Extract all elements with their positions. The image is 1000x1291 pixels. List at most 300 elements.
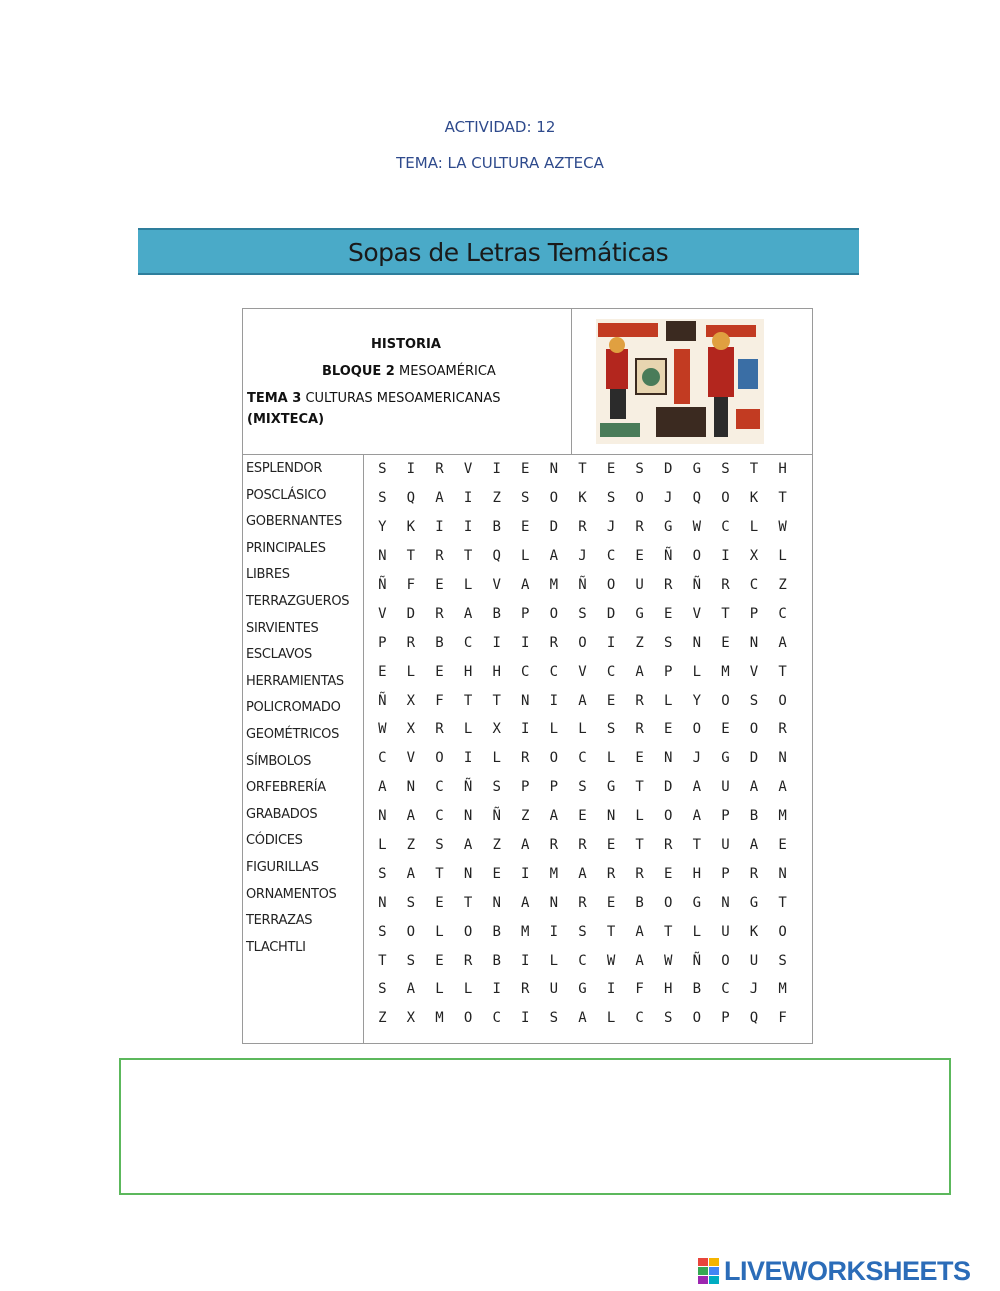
grid-cell[interactable]: N xyxy=(378,808,387,825)
grid-cell[interactable]: E xyxy=(664,721,673,738)
grid-cell[interactable]: P xyxy=(549,779,559,796)
grid-cell[interactable]: C xyxy=(492,1010,501,1027)
grid-cell[interactable]: X xyxy=(492,721,501,738)
grid-cell[interactable]: D xyxy=(664,461,673,478)
grid-cell[interactable]: I xyxy=(521,1010,530,1027)
grid-cell[interactable]: N xyxy=(692,634,702,651)
grid-cell[interactable]: W xyxy=(692,519,702,536)
grid-cell[interactable]: A xyxy=(463,605,473,622)
grid-cell[interactable]: S xyxy=(606,721,616,738)
grid-cell[interactable]: R xyxy=(435,461,444,478)
grid-cell[interactable]: A xyxy=(635,923,644,940)
grid-cell[interactable]: J xyxy=(749,981,759,998)
grid-cell[interactable]: C xyxy=(606,548,616,565)
grid-cell[interactable]: T xyxy=(749,461,759,478)
grid-cell[interactable]: L xyxy=(378,837,387,854)
grid-cell[interactable]: N xyxy=(664,750,673,767)
grid-cell[interactable]: C xyxy=(463,634,473,651)
grid-cell[interactable]: E xyxy=(635,548,644,565)
grid-cell[interactable]: C xyxy=(549,663,559,680)
grid-cell[interactable]: K xyxy=(749,490,759,507)
grid-cell[interactable]: O xyxy=(749,721,759,738)
grid-cell[interactable]: E xyxy=(521,461,530,478)
grid-cell[interactable]: S xyxy=(406,894,416,911)
grid-cell[interactable]: U xyxy=(721,779,730,796)
grid-cell[interactable]: M xyxy=(778,981,787,998)
grid-cell[interactable]: E xyxy=(721,721,730,738)
grid-cell[interactable]: A xyxy=(778,779,787,796)
grid-cell[interactable]: T xyxy=(606,923,616,940)
grid-cell[interactable]: O xyxy=(692,548,702,565)
grid-cell[interactable]: G xyxy=(664,519,673,536)
grid-cell[interactable]: T xyxy=(463,692,473,709)
grid-cell[interactable]: M xyxy=(521,923,530,940)
grid-cell[interactable]: U xyxy=(635,577,644,593)
grid-cell[interactable]: G xyxy=(721,750,730,767)
grid-cell[interactable]: E xyxy=(435,577,444,593)
grid-cell[interactable]: T xyxy=(778,490,787,507)
grid-cell[interactable]: E xyxy=(521,519,530,536)
grid-cell[interactable]: W xyxy=(664,952,673,969)
grid-cell[interactable]: N xyxy=(463,808,473,825)
grid-cell[interactable]: Z xyxy=(406,837,416,854)
grid-cell[interactable]: L xyxy=(578,721,587,738)
grid-cell[interactable]: E xyxy=(635,750,644,767)
grid-cell[interactable]: P xyxy=(721,1010,730,1027)
grid-cell[interactable]: R xyxy=(463,952,473,969)
grid-cell[interactable]: Ñ xyxy=(664,548,673,565)
grid-cell[interactable]: M xyxy=(778,808,787,825)
grid-cell[interactable]: S xyxy=(606,490,616,507)
grid-cell[interactable]: A xyxy=(463,837,473,854)
grid-cell[interactable]: R xyxy=(435,548,444,565)
grid-cell[interactable]: T xyxy=(778,663,787,680)
grid-cell[interactable]: R xyxy=(635,865,644,882)
grid-cell[interactable]: H xyxy=(692,865,702,882)
grid-cell[interactable]: S xyxy=(721,461,730,478)
grid-cell[interactable]: S xyxy=(378,923,387,940)
grid-cell[interactable]: B xyxy=(492,519,501,536)
grid-cell[interactable]: V xyxy=(378,605,387,622)
grid-cell[interactable]: I xyxy=(521,952,530,969)
grid-cell[interactable]: A xyxy=(692,808,702,825)
grid-cell[interactable]: T xyxy=(778,894,787,911)
grid-cell[interactable]: T xyxy=(463,894,473,911)
grid-cell[interactable]: T xyxy=(406,548,416,565)
grid-cell[interactable]: A xyxy=(521,837,530,854)
grid-cell[interactable]: E xyxy=(435,952,444,969)
grid-cell[interactable]: I xyxy=(463,750,473,767)
grid-cell[interactable]: B xyxy=(749,808,759,825)
grid-cell[interactable]: L xyxy=(492,750,501,767)
grid-cell[interactable]: K xyxy=(578,490,587,507)
grid-cell[interactable]: A xyxy=(406,981,416,998)
grid-cell[interactable]: S xyxy=(435,837,444,854)
grid-cell[interactable]: A xyxy=(378,779,387,796)
grid-cell[interactable]: F xyxy=(406,577,416,593)
grid-cell[interactable]: T xyxy=(721,605,730,622)
grid-cell[interactable]: U xyxy=(549,981,559,998)
grid-cell[interactable]: C xyxy=(435,779,444,796)
grid-cell[interactable]: O xyxy=(721,692,730,709)
grid-cell[interactable]: T xyxy=(492,692,501,709)
grid-cell[interactable]: I xyxy=(521,865,530,882)
grid-cell[interactable]: R xyxy=(635,692,644,709)
grid-cell[interactable]: P xyxy=(721,865,730,882)
grid-cell[interactable]: V xyxy=(749,663,759,680)
grid-cell[interactable]: S xyxy=(578,779,587,796)
grid-cell[interactable]: I xyxy=(463,519,473,536)
grid-cell[interactable]: B xyxy=(635,894,644,911)
grid-cell[interactable]: T xyxy=(635,779,644,796)
grid-cell[interactable]: R xyxy=(778,721,787,738)
grid-cell[interactable]: E xyxy=(606,894,616,911)
grid-cell[interactable]: N xyxy=(378,894,387,911)
grid-cell[interactable]: N xyxy=(549,894,559,911)
grid-cell[interactable]: S xyxy=(578,605,587,622)
grid-cell[interactable]: N xyxy=(521,692,530,709)
grid-cell[interactable]: S xyxy=(378,461,387,478)
grid-cell[interactable]: E xyxy=(721,634,730,651)
grid-cell[interactable]: Z xyxy=(635,634,644,651)
grid-cell[interactable]: S xyxy=(635,461,644,478)
grid-cell[interactable]: A xyxy=(521,894,530,911)
grid-cell[interactable]: I xyxy=(406,461,416,478)
grid-cell[interactable]: B xyxy=(692,981,702,998)
grid-cell[interactable]: G xyxy=(578,981,587,998)
grid-cell[interactable]: K xyxy=(406,519,416,536)
grid-cell[interactable]: Ñ xyxy=(463,779,473,796)
grid-cell[interactable]: O xyxy=(435,750,444,767)
grid-cell[interactable]: A xyxy=(635,952,644,969)
grid-cell[interactable]: A xyxy=(521,577,530,593)
grid-cell[interactable]: X xyxy=(406,721,416,738)
grid-cell[interactable]: L xyxy=(692,923,702,940)
grid-cell[interactable]: A xyxy=(578,865,587,882)
grid-cell[interactable]: X xyxy=(406,1010,416,1027)
answer-box[interactable] xyxy=(119,1058,951,1195)
grid-cell[interactable]: T xyxy=(378,952,387,969)
grid-cell[interactable]: I xyxy=(492,461,501,478)
grid-cell[interactable]: O xyxy=(778,692,787,709)
grid-cell[interactable]: C xyxy=(378,750,387,767)
grid-cell[interactable]: I xyxy=(606,981,616,998)
grid-cell[interactable]: L xyxy=(463,577,473,593)
grid-cell[interactable]: R xyxy=(435,721,444,738)
grid-cell[interactable]: R xyxy=(549,837,559,854)
grid-cell[interactable]: E xyxy=(778,837,787,854)
grid-cell[interactable]: L xyxy=(606,750,616,767)
grid-cell[interactable]: O xyxy=(692,1010,702,1027)
grid-cell[interactable]: R xyxy=(549,634,559,651)
grid-cell[interactable]: C xyxy=(721,519,730,536)
grid-cell[interactable]: P xyxy=(521,605,530,622)
grid-cell[interactable]: C xyxy=(521,663,530,680)
grid-cell[interactable]: G xyxy=(635,605,644,622)
grid-cell[interactable]: G xyxy=(692,894,702,911)
grid-cell[interactable]: O xyxy=(664,894,673,911)
grid-cell[interactable]: N xyxy=(492,894,501,911)
grid-cell[interactable]: P xyxy=(721,808,730,825)
grid-cell[interactable]: N xyxy=(749,634,759,651)
grid-cell[interactable]: L xyxy=(463,981,473,998)
grid-cell[interactable]: O xyxy=(406,923,416,940)
grid-cell[interactable]: D xyxy=(749,750,759,767)
grid-cell[interactable]: S xyxy=(521,490,530,507)
grid-cell[interactable]: P xyxy=(664,663,673,680)
grid-cell[interactable]: Z xyxy=(492,490,501,507)
grid-cell[interactable]: Ñ xyxy=(378,692,387,709)
grid-cell[interactable]: O xyxy=(578,634,587,651)
grid-cell[interactable]: Ñ xyxy=(578,577,587,593)
grid-cell[interactable]: L xyxy=(606,1010,616,1027)
grid-cell[interactable]: W xyxy=(378,721,387,738)
grid-cell[interactable]: H xyxy=(463,663,473,680)
grid-cell[interactable]: O xyxy=(463,923,473,940)
grid-cell[interactable]: G xyxy=(606,779,616,796)
grid-cell[interactable]: F xyxy=(635,981,644,998)
grid-cell[interactable]: H xyxy=(778,461,787,478)
grid-cell[interactable]: X xyxy=(406,692,416,709)
grid-cell[interactable]: E xyxy=(606,461,616,478)
grid-cell[interactable]: F xyxy=(778,1010,787,1027)
grid-cell[interactable]: E xyxy=(664,865,673,882)
grid-cell[interactable]: P xyxy=(378,634,387,651)
grid-cell[interactable]: Q xyxy=(492,548,501,565)
grid-cell[interactable]: F xyxy=(435,692,444,709)
grid-cell[interactable]: S xyxy=(492,779,501,796)
grid-cell[interactable]: R xyxy=(721,577,730,593)
grid-cell[interactable]: T xyxy=(692,837,702,854)
grid-cell[interactable]: B xyxy=(492,952,501,969)
grid-cell[interactable]: V xyxy=(692,605,702,622)
grid-cell[interactable]: V xyxy=(463,461,473,478)
grid-cell[interactable]: M xyxy=(549,865,559,882)
grid-cell[interactable]: T xyxy=(578,461,587,478)
grid-cell[interactable]: S xyxy=(749,692,759,709)
grid-cell[interactable]: B xyxy=(492,923,501,940)
grid-cell[interactable]: K xyxy=(749,923,759,940)
grid-cell[interactable]: I xyxy=(549,923,559,940)
grid-cell[interactable]: P xyxy=(749,605,759,622)
grid-cell[interactable]: O xyxy=(721,490,730,507)
grid-cell[interactable]: R xyxy=(578,837,587,854)
grid-cell[interactable]: A xyxy=(635,663,644,680)
grid-cell[interactable]: E xyxy=(606,692,616,709)
grid-cell[interactable]: U xyxy=(721,837,730,854)
grid-cell[interactable]: R xyxy=(606,865,616,882)
grid-cell[interactable]: D xyxy=(606,605,616,622)
grid-cell[interactable]: C xyxy=(578,750,587,767)
grid-cell[interactable]: C xyxy=(721,981,730,998)
grid-cell[interactable]: N xyxy=(463,865,473,882)
grid-cell[interactable]: R xyxy=(749,865,759,882)
grid-cell[interactable]: R xyxy=(664,577,673,593)
grid-cell[interactable]: J xyxy=(664,490,673,507)
grid-cell[interactable]: T xyxy=(664,923,673,940)
grid-cell[interactable]: Ñ xyxy=(692,577,702,593)
grid-cell[interactable]: R xyxy=(635,721,644,738)
grid-cell[interactable]: M xyxy=(549,577,559,593)
grid-cell[interactable]: L xyxy=(521,548,530,565)
grid-cell[interactable]: A xyxy=(549,548,559,565)
grid-cell[interactable]: O xyxy=(463,1010,473,1027)
grid-cell[interactable]: E xyxy=(492,865,501,882)
grid-cell[interactable]: L xyxy=(435,981,444,998)
grid-cell[interactable]: Q xyxy=(749,1010,759,1027)
grid-cell[interactable]: E xyxy=(578,808,587,825)
grid-cell[interactable]: A xyxy=(406,865,416,882)
grid-cell[interactable]: Q xyxy=(406,490,416,507)
grid-cell[interactable]: L xyxy=(435,923,444,940)
grid-cell[interactable]: L xyxy=(692,663,702,680)
grid-cell[interactable]: G xyxy=(692,461,702,478)
grid-cell[interactable]: N xyxy=(721,894,730,911)
grid-cell[interactable]: W xyxy=(606,952,616,969)
grid-cell[interactable]: R xyxy=(521,981,530,998)
grid-cell[interactable]: S xyxy=(664,1010,673,1027)
grid-cell[interactable]: A xyxy=(435,490,444,507)
grid-cell[interactable]: Z xyxy=(378,1010,387,1027)
grid-cell[interactable]: Ñ xyxy=(378,577,387,593)
grid-cell[interactable]: L xyxy=(549,721,559,738)
grid-cell[interactable]: I xyxy=(721,548,730,565)
grid-cell[interactable]: L xyxy=(463,721,473,738)
grid-cell[interactable]: E xyxy=(435,894,444,911)
grid-cell[interactable]: Z xyxy=(492,837,501,854)
grid-cell[interactable]: S xyxy=(778,952,787,969)
grid-cell[interactable]: J xyxy=(578,548,587,565)
grid-cell[interactable]: E xyxy=(435,663,444,680)
grid-cell[interactable]: L xyxy=(664,692,673,709)
grid-cell[interactable]: N xyxy=(778,750,787,767)
grid-cell[interactable]: T xyxy=(435,865,444,882)
grid-cell[interactable]: O xyxy=(606,577,616,593)
grid-cell[interactable]: O xyxy=(692,721,702,738)
grid-cell[interactable]: N xyxy=(606,808,616,825)
grid-cell[interactable]: J xyxy=(606,519,616,536)
grid-cell[interactable]: I xyxy=(492,981,501,998)
grid-cell[interactable]: Y xyxy=(692,692,702,709)
grid-cell[interactable]: I xyxy=(549,692,559,709)
grid-cell[interactable]: R xyxy=(435,605,444,622)
grid-cell[interactable]: V xyxy=(492,577,501,593)
grid-cell[interactable]: Y xyxy=(378,519,387,536)
grid-cell[interactable]: X xyxy=(749,548,759,565)
grid-cell[interactable]: P xyxy=(521,779,530,796)
grid-cell[interactable]: C xyxy=(635,1010,644,1027)
grid-cell[interactable]: A xyxy=(749,779,759,796)
grid-cell[interactable]: M xyxy=(721,663,730,680)
grid-cell[interactable]: H xyxy=(492,663,501,680)
grid-cell[interactable]: B xyxy=(492,605,501,622)
grid-cell[interactable]: L xyxy=(749,519,759,536)
grid-cell[interactable]: U xyxy=(721,923,730,940)
grid-cell[interactable]: A xyxy=(578,692,587,709)
grid-cell[interactable]: I xyxy=(435,519,444,536)
grid-cell[interactable]: A xyxy=(692,779,702,796)
grid-cell[interactable]: Ñ xyxy=(492,808,501,825)
grid-cell[interactable]: L xyxy=(406,663,416,680)
grid-cell[interactable]: I xyxy=(492,634,501,651)
grid-cell[interactable]: E xyxy=(606,837,616,854)
grid-cell[interactable]: R xyxy=(406,634,416,651)
grid-cell[interactable]: L xyxy=(549,952,559,969)
grid-cell[interactable]: V xyxy=(578,663,587,680)
grid-cell[interactable]: I xyxy=(521,721,530,738)
grid-cell[interactable]: N xyxy=(378,548,387,565)
grid-cell[interactable]: O xyxy=(549,490,559,507)
grid-cell[interactable]: O xyxy=(635,490,644,507)
grid-cell[interactable]: D xyxy=(406,605,416,622)
grid-cell[interactable]: Z xyxy=(778,577,787,593)
grid-cell[interactable]: N xyxy=(549,461,559,478)
grid-cell[interactable]: O xyxy=(721,952,730,969)
grid-cell[interactable]: E xyxy=(378,663,387,680)
grid-cell[interactable]: R xyxy=(578,894,587,911)
grid-cell[interactable]: C xyxy=(749,577,759,593)
grid-cell[interactable]: L xyxy=(778,548,787,565)
grid-cell[interactable]: Ñ xyxy=(692,952,702,969)
grid-cell[interactable]: W xyxy=(778,519,787,536)
grid-cell[interactable]: C xyxy=(778,605,787,622)
grid-cell[interactable]: O xyxy=(549,750,559,767)
grid-cell[interactable]: S xyxy=(664,634,673,651)
grid-cell[interactable]: Q xyxy=(692,490,702,507)
grid-cell[interactable]: S xyxy=(578,923,587,940)
grid-cell[interactable]: L xyxy=(635,808,644,825)
grid-cell[interactable]: U xyxy=(749,952,759,969)
grid-cell[interactable]: S xyxy=(378,490,387,507)
grid-cell[interactable]: T xyxy=(635,837,644,854)
grid-cell[interactable]: R xyxy=(635,519,644,536)
grid-cell[interactable]: A xyxy=(749,837,759,854)
grid-cell[interactable]: V xyxy=(406,750,416,767)
grid-cell[interactable]: B xyxy=(435,634,444,651)
grid-cell[interactable]: N xyxy=(778,865,787,882)
grid-cell[interactable]: C xyxy=(578,952,587,969)
grid-cell[interactable]: E xyxy=(664,605,673,622)
grid-cell[interactable]: I xyxy=(521,634,530,651)
grid-cell[interactable]: M xyxy=(435,1010,444,1027)
grid-cell[interactable]: C xyxy=(606,663,616,680)
grid-cell[interactable]: I xyxy=(463,490,473,507)
grid-cell[interactable]: O xyxy=(778,923,787,940)
grid-cell[interactable]: S xyxy=(378,981,387,998)
grid-cell[interactable]: S xyxy=(406,952,416,969)
grid-cell[interactable]: R xyxy=(578,519,587,536)
grid-cell[interactable]: C xyxy=(435,808,444,825)
grid-cell[interactable]: G xyxy=(749,894,759,911)
grid-cell[interactable]: O xyxy=(549,605,559,622)
grid-cell[interactable]: A xyxy=(406,808,416,825)
grid-cell[interactable]: S xyxy=(549,1010,559,1027)
grid-cell[interactable]: J xyxy=(692,750,702,767)
grid-cell[interactable]: A xyxy=(578,1010,587,1027)
grid-cell[interactable]: R xyxy=(664,837,673,854)
grid-cell[interactable]: N xyxy=(406,779,416,796)
grid-cell[interactable]: A xyxy=(549,808,559,825)
grid-cell[interactable]: H xyxy=(664,981,673,998)
grid-cell[interactable]: I xyxy=(606,634,616,651)
grid-cell[interactable]: A xyxy=(778,634,787,651)
grid-cell[interactable]: D xyxy=(549,519,559,536)
grid-cell[interactable]: S xyxy=(378,865,387,882)
grid-cell[interactable]: D xyxy=(664,779,673,796)
grid-cell[interactable]: O xyxy=(664,808,673,825)
grid-cell[interactable]: Z xyxy=(521,808,530,825)
grid-cell[interactable]: R xyxy=(521,750,530,767)
